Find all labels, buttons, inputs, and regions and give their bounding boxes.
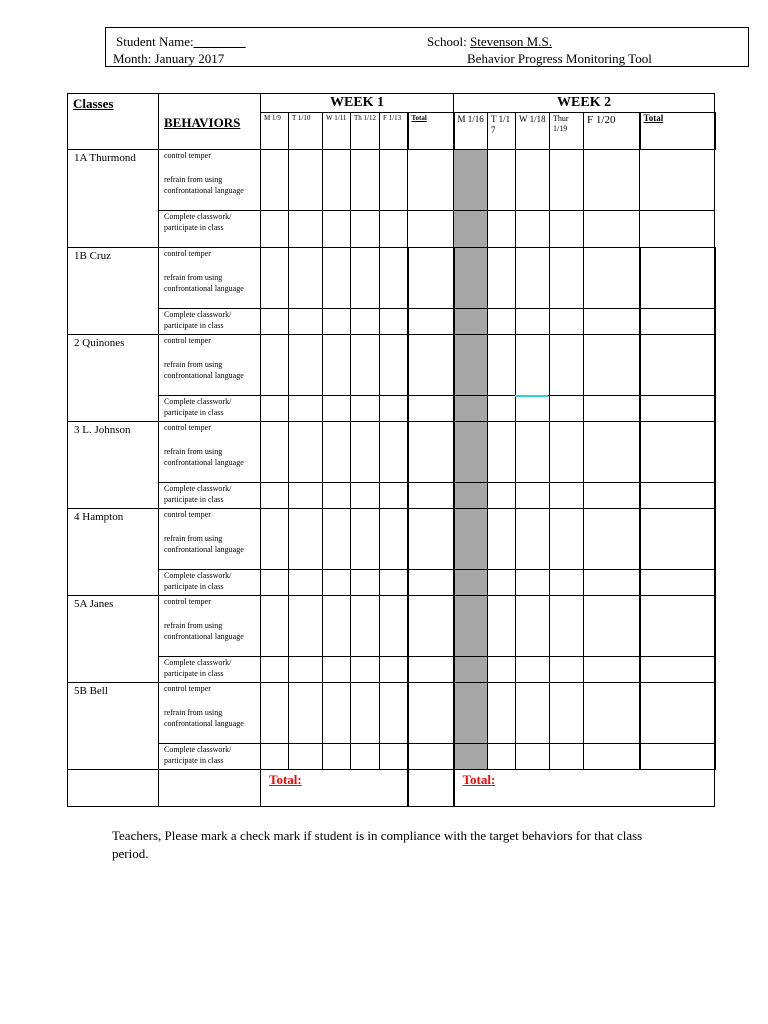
check-cell[interactable]	[289, 396, 323, 422]
behavior-complete-classwork: Complete classwork/ participate in class	[159, 657, 261, 683]
check-cell[interactable]	[550, 483, 584, 509]
check-cell[interactable]	[323, 509, 351, 570]
check-cell[interactable]	[289, 596, 323, 657]
student-name-label: Student Name:________	[116, 34, 246, 49]
week2-total-label: Total:	[454, 770, 715, 807]
check-cell[interactable]	[516, 596, 550, 657]
totals-blank	[159, 770, 261, 807]
class-row-sub	[68, 744, 715, 770]
check-cell[interactable]	[289, 683, 323, 744]
check-cell-shaded	[454, 596, 488, 657]
teal-cell-marker	[515, 395, 548, 397]
total-cell[interactable]	[640, 657, 715, 683]
check-cell[interactable]	[351, 483, 380, 509]
total-cell[interactable]	[408, 657, 454, 683]
check-cell[interactable]	[516, 483, 550, 509]
class-name: 1B Cruz	[68, 248, 159, 335]
class-name: 5B Bell	[68, 683, 159, 770]
school-value: Stevenson M.S.	[469, 34, 552, 49]
check-cell[interactable]	[488, 483, 516, 509]
class-row	[68, 150, 715, 211]
total-cell[interactable]	[408, 422, 454, 483]
check-cell[interactable]	[351, 657, 380, 683]
check-cell-shaded	[454, 150, 488, 211]
check-cell[interactable]	[550, 150, 584, 211]
check-cell[interactable]	[323, 422, 351, 483]
totals-row	[68, 770, 715, 807]
day-w2-fri: F 1/20	[584, 113, 640, 150]
total-cell[interactable]	[408, 683, 454, 744]
class-row-sub	[68, 483, 715, 509]
check-cell[interactable]	[323, 150, 351, 211]
behavior-refrain-language: refrain from using confrontational language	[164, 620, 244, 641]
check-cell-shaded	[454, 335, 488, 396]
day-w1-tue: T 1/10	[289, 113, 323, 150]
check-cell[interactable]	[550, 683, 584, 744]
check-cell[interactable]	[584, 211, 640, 248]
total-cell[interactable]	[408, 211, 454, 248]
class-row	[68, 509, 715, 570]
class-row	[68, 596, 715, 657]
check-cell[interactable]	[550, 396, 584, 422]
check-cell[interactable]	[351, 248, 380, 309]
check-cell[interactable]	[516, 509, 550, 570]
month-value: January 2017	[154, 51, 225, 66]
check-cell[interactable]	[380, 683, 408, 744]
check-cell[interactable]	[584, 744, 640, 770]
check-cell[interactable]	[516, 150, 550, 211]
header-box	[105, 27, 749, 67]
total-cell[interactable]	[640, 596, 715, 657]
check-cell-shaded	[454, 509, 488, 570]
check-cell[interactable]	[550, 309, 584, 335]
check-cell[interactable]	[550, 596, 584, 657]
check-cell[interactable]	[323, 309, 351, 335]
check-cell[interactable]	[351, 309, 380, 335]
check-cell[interactable]	[550, 509, 584, 570]
check-cell[interactable]	[261, 150, 289, 211]
check-cell[interactable]	[516, 657, 550, 683]
behavior-control-temper: control temper	[164, 336, 211, 345]
behavior-label	[159, 150, 261, 211]
check-cell-shaded	[454, 744, 488, 770]
check-cell[interactable]	[261, 683, 289, 744]
check-cell[interactable]	[380, 211, 408, 248]
check-cell[interactable]	[351, 211, 380, 248]
check-cell[interactable]	[323, 683, 351, 744]
check-cell[interactable]	[261, 248, 289, 309]
check-cell[interactable]	[261, 309, 289, 335]
class-name: 3 L. Johnson	[68, 422, 159, 509]
behavior-complete-classwork: Complete classwork/ participate in class	[159, 483, 261, 509]
class-row	[68, 335, 715, 396]
check-cell[interactable]	[380, 335, 408, 396]
check-cell[interactable]	[488, 396, 516, 422]
check-cell[interactable]	[488, 596, 516, 657]
check-cell-shaded	[454, 483, 488, 509]
check-cell[interactable]	[488, 509, 516, 570]
day-w1-mon: M 1/9	[261, 113, 289, 150]
check-cell[interactable]	[289, 335, 323, 396]
check-cell[interactable]	[351, 570, 380, 596]
total-cell[interactable]	[640, 683, 715, 744]
check-cell[interactable]	[289, 744, 323, 770]
day-w1-wed: W 1/11	[323, 113, 351, 150]
class-name: 2 Quinones	[68, 335, 159, 422]
check-cell[interactable]	[323, 335, 351, 396]
check-cell[interactable]	[261, 509, 289, 570]
check-cell[interactable]	[380, 483, 408, 509]
behavior-control-temper: control temper	[164, 249, 211, 258]
check-cell[interactable]	[550, 211, 584, 248]
check-cell[interactable]	[261, 744, 289, 770]
class-row-sub	[68, 570, 715, 596]
total-cell[interactable]	[640, 335, 715, 396]
check-cell[interactable]	[584, 422, 640, 483]
week1-grand-total[interactable]	[408, 770, 454, 807]
behavior-control-temper: control temper	[164, 597, 211, 606]
check-cell[interactable]	[261, 483, 289, 509]
behavior-refrain-language: refrain from using confrontational language	[164, 272, 244, 293]
school-label: School: Stevenson M.S.	[427, 34, 552, 49]
class-name: 4 Hampton	[68, 509, 159, 596]
check-cell[interactable]	[488, 683, 516, 744]
check-cell[interactable]	[380, 150, 408, 211]
check-cell-shaded	[454, 211, 488, 248]
check-cell[interactable]	[550, 657, 584, 683]
check-cell[interactable]	[488, 309, 516, 335]
check-cell[interactable]	[380, 596, 408, 657]
check-cell[interactable]	[584, 570, 640, 596]
behavior-control-temper: control temper	[164, 151, 211, 160]
total-cell[interactable]	[408, 335, 454, 396]
check-cell[interactable]	[516, 422, 550, 483]
check-cell[interactable]	[516, 570, 550, 596]
check-cell-shaded	[454, 422, 488, 483]
behavior-label	[159, 335, 261, 396]
behavior-label	[159, 596, 261, 657]
day-w1-thu: Th 1/12	[351, 113, 380, 150]
check-cell[interactable]	[550, 570, 584, 596]
week-header-row	[68, 94, 715, 113]
check-cell[interactable]	[351, 683, 380, 744]
behavior-control-temper: control temper	[164, 684, 211, 693]
check-cell[interactable]	[584, 248, 640, 309]
check-cell[interactable]	[289, 570, 323, 596]
check-cell[interactable]	[323, 570, 351, 596]
check-cell[interactable]	[516, 744, 550, 770]
day-w2-tue: T 1/1 7	[488, 113, 516, 150]
total-cell[interactable]	[640, 150, 715, 211]
total-cell[interactable]	[408, 396, 454, 422]
total-cell[interactable]	[640, 570, 715, 596]
check-cell[interactable]	[351, 335, 380, 396]
day-w2-wed: W 1/18	[516, 113, 550, 150]
check-cell[interactable]	[289, 657, 323, 683]
check-cell[interactable]	[289, 248, 323, 309]
class-row	[68, 683, 715, 744]
check-cell[interactable]	[380, 509, 408, 570]
week1-total-label: Total:	[261, 770, 408, 807]
check-cell[interactable]	[261, 657, 289, 683]
check-cell[interactable]	[351, 422, 380, 483]
total-cell[interactable]	[640, 422, 715, 483]
total-cell[interactable]	[640, 396, 715, 422]
class-row-sub	[68, 309, 715, 335]
check-cell[interactable]	[289, 211, 323, 248]
check-cell[interactable]	[289, 509, 323, 570]
check-cell[interactable]	[488, 744, 516, 770]
total-cell[interactable]	[640, 509, 715, 570]
behavior-refrain-language: refrain from using confrontational language	[164, 359, 244, 380]
behavior-refrain-language: refrain from using confrontational language	[164, 174, 244, 195]
day-w2-mon: M 1/16	[454, 113, 488, 150]
check-cell[interactable]	[289, 422, 323, 483]
check-cell[interactable]	[488, 422, 516, 483]
check-cell[interactable]	[584, 509, 640, 570]
day-w1-total: Total	[408, 113, 454, 150]
check-cell-shaded	[454, 309, 488, 335]
check-cell[interactable]	[516, 248, 550, 309]
check-cell[interactable]	[488, 657, 516, 683]
day-w2-total: Total	[640, 113, 715, 150]
week2-header: WEEK 2	[454, 94, 715, 113]
check-cell[interactable]	[584, 596, 640, 657]
check-cell[interactable]	[488, 211, 516, 248]
check-cell[interactable]	[380, 570, 408, 596]
total-cell[interactable]	[640, 211, 715, 248]
check-cell[interactable]	[261, 396, 289, 422]
check-cell[interactable]	[488, 335, 516, 396]
check-cell[interactable]	[584, 150, 640, 211]
check-cell[interactable]	[584, 683, 640, 744]
check-cell[interactable]	[516, 309, 550, 335]
check-cell[interactable]	[380, 744, 408, 770]
behavior-refrain-language: refrain from using confrontational language	[164, 533, 244, 554]
total-cell[interactable]	[640, 483, 715, 509]
check-cell[interactable]	[261, 335, 289, 396]
student-name-value: ________	[193, 34, 246, 49]
behavior-label	[159, 422, 261, 483]
total-cell[interactable]	[640, 744, 715, 770]
behavior-control-temper: control temper	[164, 423, 211, 432]
check-cell[interactable]	[550, 248, 584, 309]
check-cell[interactable]	[323, 744, 351, 770]
monitoring-table	[67, 93, 716, 807]
check-cell[interactable]	[323, 596, 351, 657]
behavior-complete-classwork: Complete classwork/ participate in class	[159, 570, 261, 596]
behavior-complete-classwork: Complete classwork/ participate in class	[159, 744, 261, 770]
class-row	[68, 248, 715, 309]
check-cell-shaded	[454, 683, 488, 744]
check-cell[interactable]	[323, 396, 351, 422]
check-cell[interactable]	[261, 422, 289, 483]
check-cell[interactable]	[351, 396, 380, 422]
total-cell[interactable]	[408, 309, 454, 335]
tool-title: Behavior Progress Monitoring Tool	[467, 51, 652, 66]
day-w1-fri: F 1/13	[380, 113, 408, 150]
check-cell[interactable]	[380, 248, 408, 309]
check-cell[interactable]	[323, 657, 351, 683]
check-cell-shaded	[454, 657, 488, 683]
footer-note: Teachers, Please mark a check mark if student is in compliance with the target behaviors for that class period.	[112, 828, 643, 861]
check-cell[interactable]	[380, 657, 408, 683]
totals-blank	[68, 770, 159, 807]
check-cell[interactable]	[380, 422, 408, 483]
total-cell[interactable]	[640, 248, 715, 309]
check-cell[interactable]	[323, 248, 351, 309]
check-cell[interactable]	[584, 396, 640, 422]
behaviors-header: BEHAVIORS	[159, 113, 261, 150]
total-cell[interactable]	[408, 570, 454, 596]
check-cell[interactable]	[261, 596, 289, 657]
check-cell[interactable]	[584, 335, 640, 396]
check-cell[interactable]	[323, 483, 351, 509]
classes-header: Classes	[68, 94, 159, 150]
day-header-row	[68, 113, 715, 150]
week1-header: WEEK 1	[261, 94, 454, 113]
class-name: 1A Thurmond	[68, 150, 159, 248]
check-cell[interactable]	[488, 570, 516, 596]
total-cell[interactable]	[408, 248, 454, 309]
check-cell[interactable]	[289, 483, 323, 509]
class-name: 5A Janes	[68, 596, 159, 683]
check-cell[interactable]	[351, 744, 380, 770]
class-row-sub	[68, 657, 715, 683]
check-cell[interactable]	[550, 422, 584, 483]
behavior-refrain-language: refrain from using confrontational language	[164, 446, 244, 467]
check-cell-shaded	[454, 248, 488, 309]
check-cell[interactable]	[351, 150, 380, 211]
total-cell[interactable]	[408, 596, 454, 657]
check-cell[interactable]	[584, 657, 640, 683]
total-cell[interactable]	[408, 483, 454, 509]
check-cell-shaded	[454, 396, 488, 422]
behavior-label	[159, 683, 261, 744]
check-cell[interactable]	[516, 335, 550, 396]
behavior-complete-classwork: Complete classwork/ participate in class	[159, 396, 261, 422]
day-w2-thu: Thur 1/19	[550, 113, 584, 150]
behavior-refrain-language: refrain from using confrontational language	[164, 707, 244, 728]
check-cell[interactable]	[380, 396, 408, 422]
behavior-label	[159, 248, 261, 309]
check-cell[interactable]	[261, 570, 289, 596]
behavior-control-temper: control temper	[164, 510, 211, 519]
check-cell[interactable]	[351, 596, 380, 657]
check-cell[interactable]	[488, 150, 516, 211]
check-cell[interactable]	[516, 396, 550, 422]
check-cell[interactable]	[584, 483, 640, 509]
check-cell[interactable]	[488, 248, 516, 309]
behavior-label	[159, 509, 261, 570]
class-row-sub	[68, 396, 715, 422]
check-cell[interactable]	[289, 150, 323, 211]
check-cell[interactable]	[380, 309, 408, 335]
month-label: Month: January 2017	[113, 51, 225, 66]
check-cell[interactable]	[550, 335, 584, 396]
behavior-complete-classwork: Complete classwork/ participate in class	[159, 309, 261, 335]
check-cell-shaded	[454, 570, 488, 596]
check-cell[interactable]	[323, 211, 351, 248]
check-cell[interactable]	[261, 211, 289, 248]
total-cell[interactable]	[640, 309, 715, 335]
check-cell[interactable]	[516, 211, 550, 248]
check-cell[interactable]	[351, 509, 380, 570]
total-cell[interactable]	[408, 744, 454, 770]
behavior-complete-classwork: Complete classwork/ participate in class	[159, 211, 261, 248]
check-cell[interactable]	[516, 683, 550, 744]
check-cell[interactable]	[584, 309, 640, 335]
class-row	[68, 422, 715, 483]
total-cell[interactable]	[408, 150, 454, 211]
total-cell[interactable]	[408, 509, 454, 570]
check-cell[interactable]	[289, 309, 323, 335]
class-row-sub	[68, 211, 715, 248]
behaviors-header-top	[159, 94, 261, 113]
check-cell[interactable]	[550, 744, 584, 770]
